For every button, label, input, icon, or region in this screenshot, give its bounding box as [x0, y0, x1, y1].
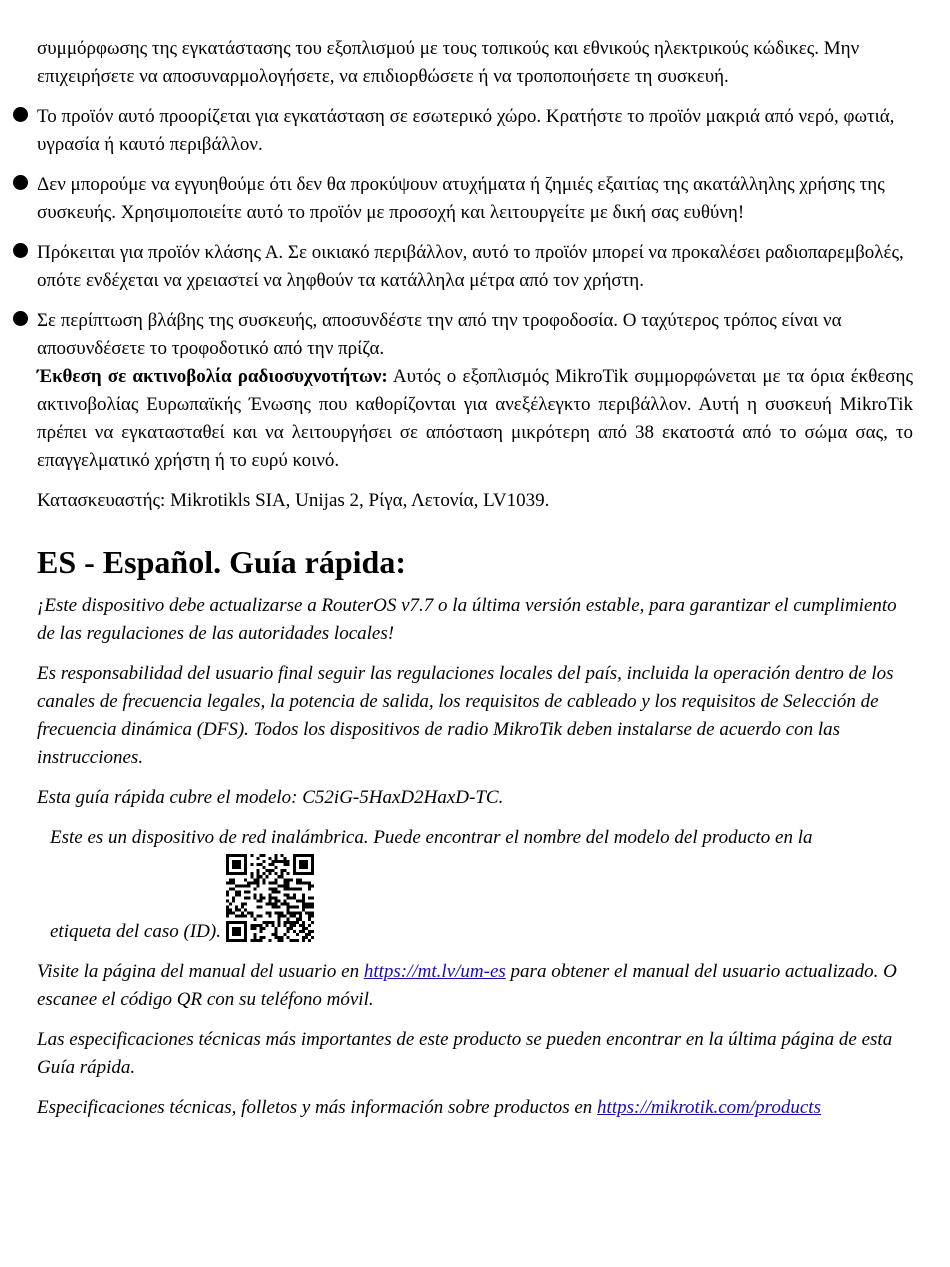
list-item-text: συμμόρφωσης της εγκατάστασης του εξοπλισμού με τους τοπικούς και εθνικούς ηλεκτρικούς κώδικες. Μην επιχειρήσετε να αποσυναρμολογήσετε, να επιδιορθώσετε ή να τροποποιήσετε τη συσκευή. [37, 38, 860, 87]
section-heading: ES - Español. Guía rápida: [37, 544, 406, 580]
products-text: Especificaciones técnicas, folletos y más información sobre productos en [37, 1097, 598, 1118]
list-item [37, 171, 913, 227]
list-item-text: Σε περίπτωση βλάβης της συσκευής, αποσυνδέστε την από την τροφοδοσία. Ο ταχύτερος τρόπος είναι να αποσυνδέσετε το τροφοδοτικό από την πρίζα. [37, 310, 842, 359]
document-page [37, 35, 913, 1122]
list-item [37, 35, 913, 91]
list-item-text: Δεν μπορούμε να εγγυηθούμε ότι δεν θα προκύψουν ατυχήματα ή ζημιές εξαιτίας της ακατάλληλης χρήσης της συσκευής. Χρησιμοποιείτε αυτό το προϊόν με προσοχή και λειτουργείτε με δική σας ευθύνη! [37, 174, 885, 223]
list-item [37, 239, 913, 295]
rf-exposure-label: Έκθεση σε ακτινοβολία ραδιοσυχνοτήτων: [37, 366, 388, 387]
greek-safety-list [37, 35, 913, 363]
model-label-line-2: etiqueta del caso (ID). [50, 921, 221, 942]
model-paragraph: Esta guía rápida cubre el modelo: C52iG-5HaxD2HaxD-TC. [37, 787, 504, 808]
responsibility-paragraph: Es responsabilidad del usuario final seguir las regulaciones locales del país, incluida la operación dentro de los canales de frecuencia legales, la potencia de salida, los requisitos de cableado y los requisitos de Selección de frecuencia dinámica (DFS). Todos los dispositivos de radio MikroTik deben instalarse de acuerdo con las instrucciones. [37, 663, 894, 768]
firmware-notice: ¡Este dispositivo debe actualizarse a RouterOS v7.7 o la última versión estable, para garantizar el cumplimiento de las regulaciones de las autoridades locales! [37, 595, 897, 644]
products-link[interactable]: https://mikrotik.com/products [597, 1097, 821, 1118]
manual-text-before: Visite la página del manual del usuario en [37, 961, 364, 982]
qr-code-icon[interactable] [226, 854, 314, 942]
list-item-text: Το προϊόν αυτό προορίζεται για εγκατάσταση σε εσωτερικό χώρο. Κρατήστε το προϊόν μακριά από νερό, φωτιά, υγρασία ή καυτό περιβάλλον. [37, 106, 895, 155]
list-item-text: Πρόκειται για προϊόν κλάσης Α. Σε οικιακό περιβάλλον, αυτό το προϊόν μπορεί να προκαλέσει ραδιοπαρεμβολές, οπότε ενδέχεται να χρειαστεί να ληφθούν τα κατάλληλα μέτρα από τον χρήστη. [37, 242, 904, 291]
rf-exposure-text: Αυτός ο εξοπλισμός MikroTik συμμορφώνεται με τα όρια έκθεσης ακτινοβολίας Ευρωπαϊκής Ένωσης που καθορίζονται για ανεξέλεγκτο περιβάλλον. Αυτή η συσκευή MikroTik πρέπει να εγκατασταθεί και να λειτουργήσει σε απόσταση μικρότερη από 38 εκατοστά από το σώμα σας, το επαγγελματικό χρήστη ή το ευρύ κοινό. [37, 366, 913, 471]
products-paragraph [37, 1094, 913, 1122]
manufacturer-line: Κατασκευαστής: Mikrotikls SIA, Unijas 2, Ρίγα, Λετονία, LV1039. [37, 490, 550, 511]
bullet-dot [13, 175, 28, 190]
model-label-paragraph [50, 824, 913, 946]
rf-exposure-paragraph [37, 363, 913, 475]
bullet-dot [13, 311, 28, 326]
bullet-dot [13, 243, 28, 258]
list-item [37, 307, 913, 363]
model-label-line-1: Este es un dispositivo de red inalámbrica. Puede encontrar el nombre del modelo del producto en la [50, 827, 813, 848]
manual-paragraph [37, 958, 913, 1014]
bullet-dot [13, 107, 28, 122]
manual-text-after: para obtener el manual del usuario actualizado. O escanee el código QR con su teléfono móvil. [37, 961, 897, 1010]
specs-paragraph: Las especificaciones técnicas más importantes de este producto se pueden encontrar en la última página de esta Guía rápida. [37, 1029, 893, 1078]
list-item [37, 103, 913, 159]
manual-link[interactable]: https://mt.lv/um-es [363, 961, 506, 982]
